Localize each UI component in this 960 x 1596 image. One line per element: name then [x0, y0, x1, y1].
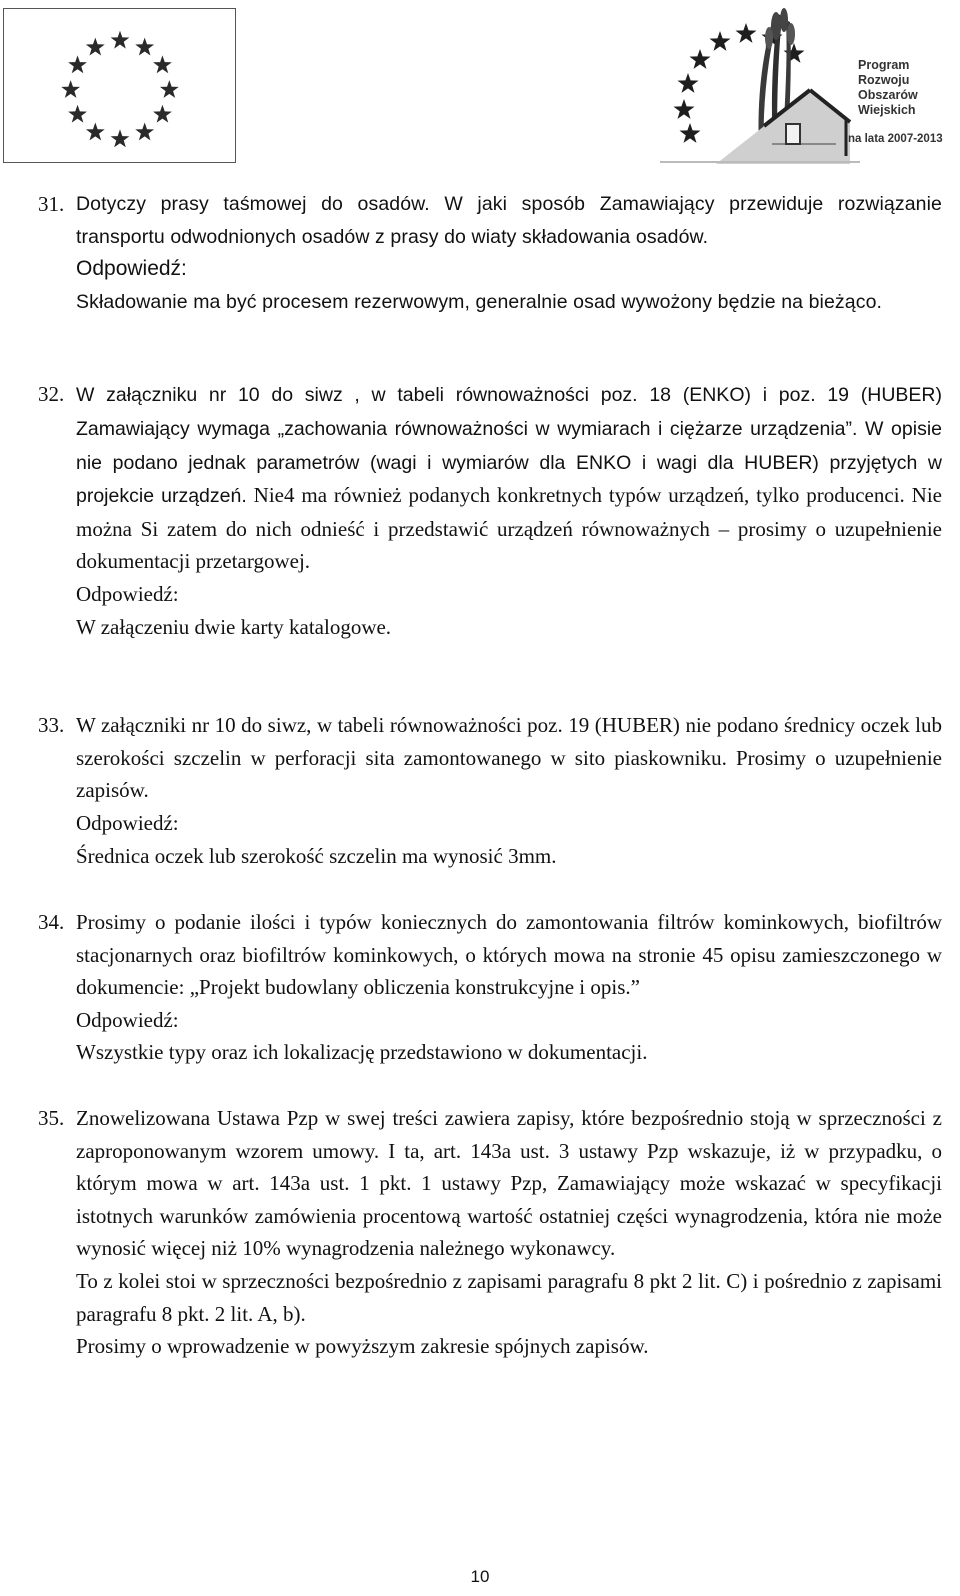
question-paragraph-1: Znowelizowana Ustawa Pzp w swej treści zawiera zapisy, które bezpośrednio stoją w sprzeczności z zaproponowanym wzorem umowy. I ta, art. 143a ust. 3 ustawy Pzp wskazuje, iż w przypadku, o którym mowa w art. 143a ust. 1 pkt. 1 ustawy Pzp, Zamawiający może wskazać w specyfikacji istotnych warunków zamówienia procentową wartość ostatniej części wynagrodzenia, która nie może wynosić więcej niż 10% wynagrodzenia należnego wykonawcy. — [76, 1106, 942, 1261]
question-text-part-3: Nie4 ma również podanych konkretnych typów urządzeń, tylko producenci. Nie można Si zatem do nich odnieść i przedstawić urządzeń równoważnych – prosimy o uzupełnienie dokumentacji przetargowej. — [76, 483, 943, 574]
item-number: 35. — [38, 1106, 65, 1131]
question-text-part-1: W załączniku nr 10 do siwz , w tabeli równoważności poz. 18 (ENKO) i poz. 19 (HUBER) Zamawiający wymaga „zachowania równoważności w wymiarach i ciężarze urządzenia”. — [76, 384, 942, 440]
item-number: 33. — [38, 713, 65, 738]
page-header — [0, 0, 960, 170]
prow-logo-text — [858, 58, 918, 118]
item-number: 31. — [38, 192, 65, 216]
answer-text: Wszystkie typy oraz ich lokalizację przedstawiono w dokumentacji. — [76, 1040, 648, 1065]
item-number: 32. — [38, 382, 65, 407]
answer-text: Średnica oczek lub szerokość szczelin ma wynosić 3mm. — [76, 843, 557, 868]
question-text: Prosimy o podanie ilości i typów koniecznych do zamontowania filtrów kominkowych, biofiltrów stacjonarnych oraz biofiltrów kominkowych, o których mowa na stronie 45 opisu zamieszczonego w dokumencie: „Projekt budowlany obliczenia konstrukcyjne i opis.” — [76, 910, 942, 1000]
prow-line-4: Wiejskich — [858, 103, 916, 117]
eu-flag-logo — [3, 8, 236, 163]
answer-label: Odpowiedź: — [76, 581, 179, 606]
eu-stars-icon — [4, 9, 235, 162]
answer-text: Składowanie ma być procesem rezerwowym, generalnie osad wywożony będzie na bieżąco. — [76, 290, 883, 313]
page-number: 10 — [470, 1567, 490, 1586]
prow-logo-years: na lata 2007-2013 — [848, 133, 943, 145]
question-text: W załączniki nr 10 do siwz, w tabeli równoważności poz. 19 (HUBER) nie podano średnicy oczek lub szerokości szczelin w perforacji sita zamontowanego w sito piaskowniku. Prosimy o uzupełnienie zapisów. — [76, 713, 942, 803]
prow-line-1: Program — [858, 58, 910, 72]
answer-label: Odpowiedź: — [76, 1007, 179, 1032]
answer-label: Odpowiedź: — [76, 257, 187, 281]
answer-text: W załączeniu dwie karty katalogowe. — [76, 614, 392, 639]
question-text-part-2: W opisie nie podano jednak parametrów (wagi i wymiarów dla ENKO i wagi dla HUBER) przyjętych w projekcie urządzeń. — [76, 417, 942, 508]
document-body — [38, 188, 942, 1395]
answer-label: Odpowiedź: — [76, 810, 179, 835]
prow-line-3: Obszarów — [858, 88, 918, 102]
question-33 — [38, 709, 942, 872]
prow-line-2: Rozwoju — [858, 73, 910, 87]
question-paragraph-3: Prosimy o wprowadzenie w powyższym zakresie spójnych zapisów. — [76, 1334, 649, 1359]
question-31 — [38, 188, 942, 318]
item-number: 34. — [38, 910, 65, 935]
question-text: Dotyczy prasy taśmowej do osadów. W jaki sposób Zamawiający przewiduje rozwiązanie transportu odwodnionych osadów z prasy do wiaty składowania osadów. — [76, 193, 942, 248]
question-32 — [38, 378, 942, 643]
question-35 — [38, 1102, 942, 1363]
question-text — [76, 378, 942, 578]
question-paragraph-2: To z kolei stoi w sprzeczności bezpośrednio z zapisami paragrafu 8 pkt 2 lit. C) i pośrednio z zapisami paragrafu 8 pkt. 2 lit. A, b). — [76, 1269, 942, 1326]
question-34 — [38, 906, 942, 1069]
